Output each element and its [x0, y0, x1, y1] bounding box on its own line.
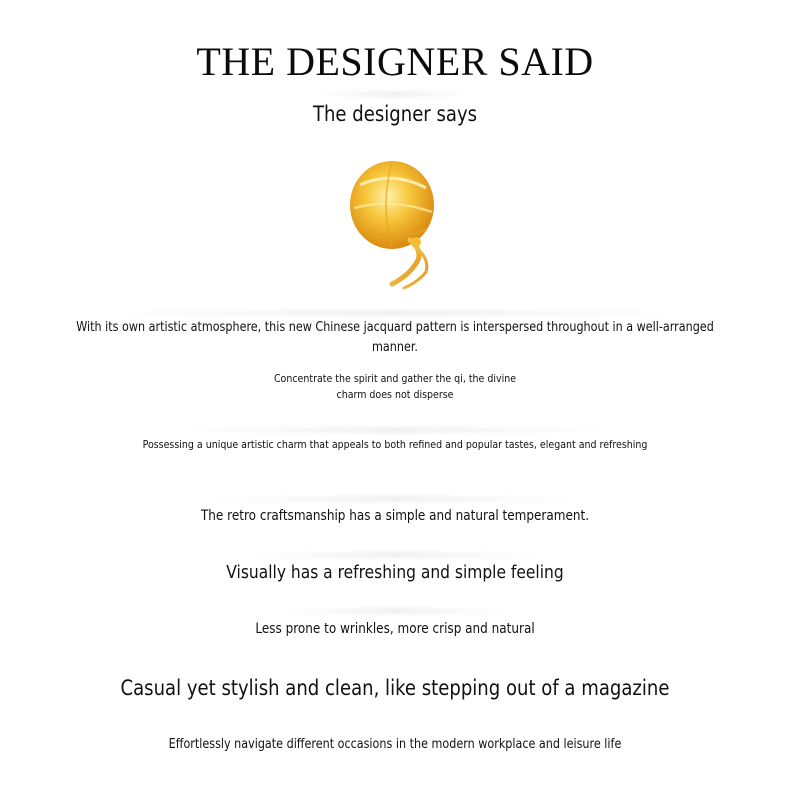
body-line-2 — [55, 371, 734, 403]
golden-lantern-icon — [340, 150, 450, 290]
body-line-2b: charm does not disperse — [336, 388, 454, 401]
body-line-5: Visually has a refreshing and simple feeling — [226, 562, 564, 583]
body-line-6: Less prone to wrinkles, more crisp and natural — [255, 621, 535, 637]
faded-text-shadow — [248, 552, 542, 558]
body-line-1: With its own artistic atmosphere, this new Chinese jacquard pattern is interspersed throughout in a well-arranged manner. — [76, 320, 714, 355]
body-line-3: Possessing a unique artistic charm that appeals to both refined and popular tastes, elegant and refreshing — [142, 438, 648, 451]
faded-text-shadow — [210, 496, 580, 502]
page-subtitle: The designer says — [312, 102, 478, 126]
faded-text-shadow — [283, 608, 507, 614]
faded-text-shadow — [100, 310, 690, 316]
body-line-4: The retro craftsmanship has a simple and natural temperament. — [200, 508, 590, 524]
faded-text-shadow — [318, 91, 472, 97]
faded-text-shadow — [175, 427, 615, 433]
page-title: THE DESIGNER SAID — [196, 39, 594, 84]
body-line-8: Effortlessly navigate different occasions in the modern workplace and leisure life — [168, 737, 622, 752]
body-line-2a: Concentrate the spirit and gather the qi, the divine — [273, 372, 517, 385]
body-line-7: Casual yet stylish and clean, like stepping out of a magazine — [120, 676, 670, 700]
